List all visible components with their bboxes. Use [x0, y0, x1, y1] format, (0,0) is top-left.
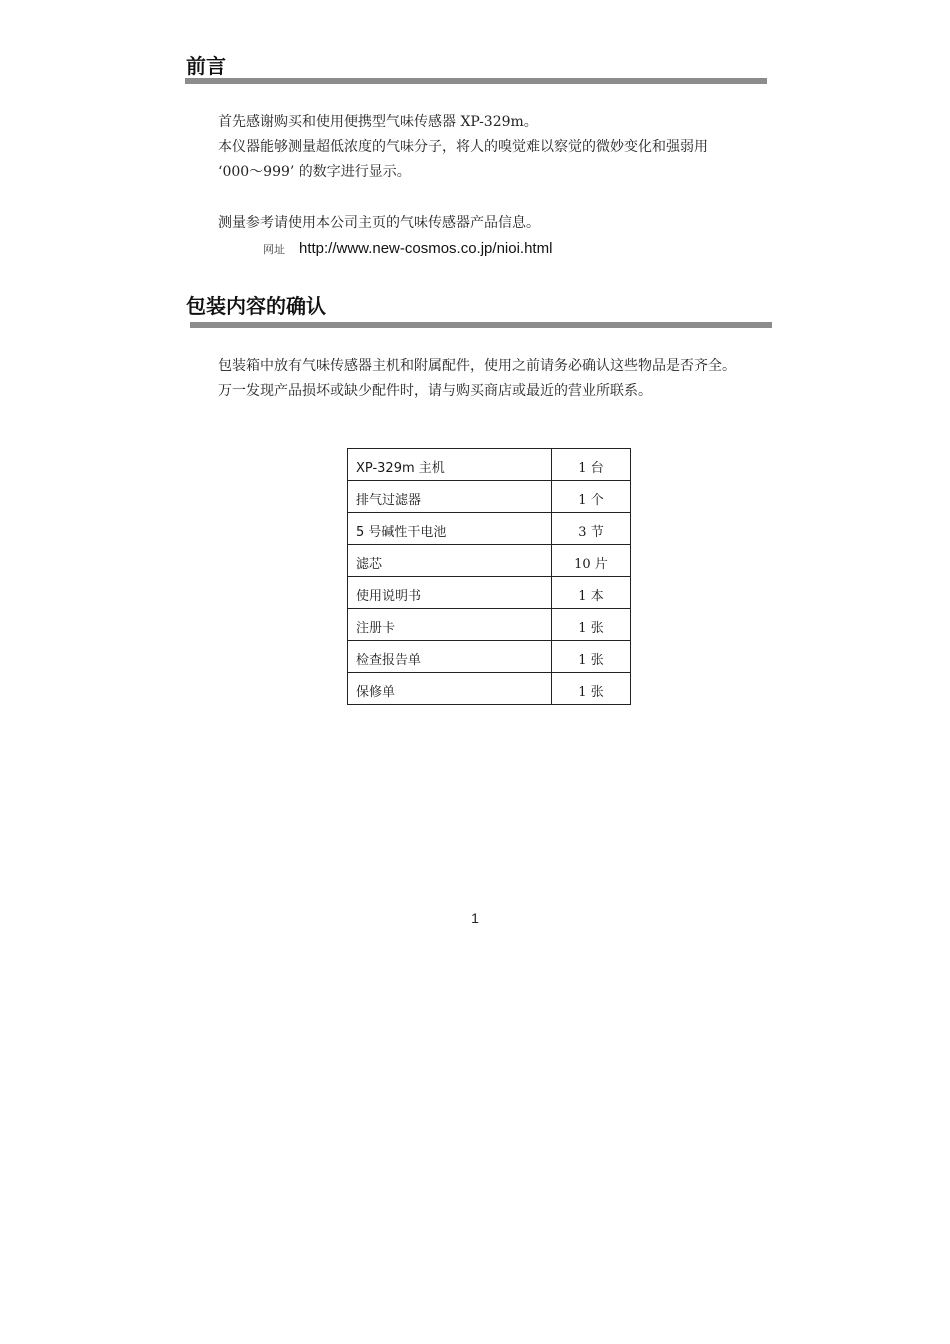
package-title: 包装内容的确认: [186, 294, 326, 318]
package-paragraph: [218, 354, 736, 404]
preface-line-3: ‘000～999’ 的数字进行显示。: [218, 164, 411, 180]
table-row: [348, 449, 631, 481]
item-quantity: 1 台: [552, 449, 631, 481]
package-line-1: 包装箱中放有气味传感器主机和附属配件，使用之前请务必确认这些物品是否齐全。: [218, 358, 736, 374]
item-quantity: 1 张: [552, 609, 631, 641]
table-row: [348, 609, 631, 641]
package-title-rule: [190, 322, 772, 328]
item-name: 排气过滤器: [348, 481, 552, 513]
item-name: 滤芯: [348, 545, 552, 577]
item-quantity: 1 个: [552, 481, 631, 513]
preface-title-rule: [185, 78, 767, 84]
website-line: [263, 240, 552, 258]
preface-line-1: 首先感谢购买和使用便携型气味传感器 XP-329m。: [218, 114, 538, 130]
table-row: [348, 545, 631, 577]
item-name: 注册卡: [348, 609, 552, 641]
item-name: 5 号碱性干电池: [348, 513, 552, 545]
table-row: [348, 577, 631, 609]
package-line-2: 万一发现产品损坏或缺少配件时，请与购买商店或最近的营业所联系。: [218, 383, 652, 399]
table-row: [348, 641, 631, 673]
item-quantity: 1 张: [552, 673, 631, 705]
table-row: [348, 481, 631, 513]
item-quantity: 10 片: [552, 545, 631, 577]
table-row: [348, 673, 631, 705]
preface-line-2: 本仪器能够测量超低浓度的气味分子，将人的嗅觉难以察觉的微妙变化和强弱用: [218, 139, 708, 155]
package-contents-table: [347, 448, 631, 705]
item-name: XP-329m 主机: [348, 449, 552, 481]
preface-title: 前言: [186, 54, 226, 78]
website-url: http://www.new-cosmos.co.jp/nioi.html: [299, 240, 553, 257]
reference-line: 测量参考请使用本公司主页的气味传感器产品信息。: [218, 215, 540, 231]
page-number: 1: [471, 910, 479, 926]
item-name: 检查报告单: [348, 641, 552, 673]
item-quantity: 1 本: [552, 577, 631, 609]
table-row: [348, 513, 631, 545]
item-name: 保修单: [348, 673, 552, 705]
preface-paragraph: [218, 110, 708, 185]
website-label: 网址: [263, 243, 285, 256]
item-quantity: 3 节: [552, 513, 631, 545]
reference-paragraph: [218, 211, 540, 236]
item-name: 使用说明书: [348, 577, 552, 609]
item-quantity: 1 张: [552, 641, 631, 673]
